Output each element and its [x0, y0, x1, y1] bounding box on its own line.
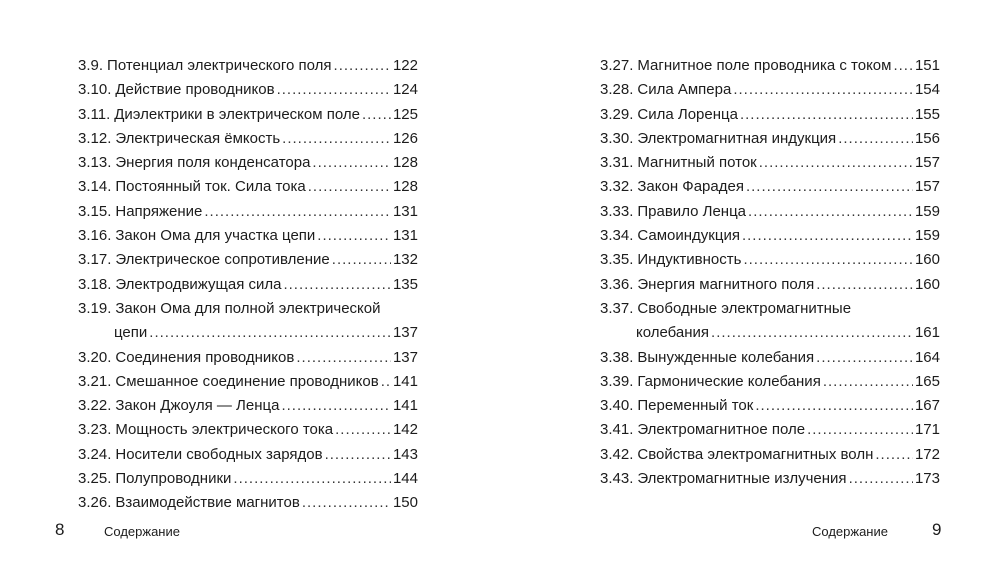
toc-entry-title: Действие проводников [115, 81, 275, 99]
toc-entry-page: 160 [914, 251, 940, 269]
toc-entry-page: 172 [914, 445, 940, 463]
toc-entry-number: 3.35. [600, 251, 634, 269]
toc-entry [600, 418, 940, 442]
toc-entry-title: Постоянный ток. Сила тока [115, 178, 306, 196]
toc-entry-number: 3.40. [600, 397, 634, 415]
toc-entry-title: Правило Ленца [637, 202, 747, 220]
dot-leader [282, 127, 391, 151]
toc-entry-title: Сила Лоренца [637, 105, 738, 123]
toc-entry-page: 156 [914, 129, 940, 147]
toc-entry-title: Энергия магнитного поля [637, 275, 815, 293]
toc-entry [600, 467, 940, 491]
toc-entry-title: Мощность электрического тока [115, 421, 334, 439]
toc-entry-title: Свободные электромагнитные [637, 299, 852, 317]
toc-entry-number: 3.34. [600, 227, 634, 245]
toc-entry [78, 103, 418, 127]
toc-entry-page: 125 [392, 105, 418, 123]
toc-entry-title: Электромагнитные излучения [637, 470, 847, 488]
toc-entry [600, 394, 940, 418]
toc-entry-number: 3.13. [78, 154, 112, 172]
dot-leader [296, 346, 391, 370]
toc-entry-page: 137 [392, 324, 418, 342]
dot-leader [875, 443, 913, 467]
toc-entry-page: 164 [914, 348, 940, 366]
toc-entry-title: Закон Ома для полной электрической [115, 299, 381, 317]
toc-entry-title: Свойства электромагнитных волн [637, 445, 874, 463]
toc-entry [600, 127, 940, 151]
page-number-left: 8 [55, 520, 65, 539]
toc-entry-page: 167 [914, 397, 940, 415]
toc-entry-number: 3.15. [78, 202, 112, 220]
toc-entry-title: Энергия поля конденсатора [115, 154, 311, 172]
toc-entry-page: 150 [392, 494, 418, 512]
toc-entry-number: 3.43. [600, 470, 634, 488]
toc-entry-number: 3.28. [600, 81, 634, 99]
running-title-left: Содержание [104, 524, 180, 539]
toc-entry-page: 122 [392, 57, 418, 74]
toc-entry-title: Закон Ома для участка цепи [115, 227, 316, 245]
toc-entry-page: 128 [392, 178, 418, 196]
toc-entry-number: 3.37. [600, 299, 634, 317]
toc-entry-title: Полупроводники [115, 470, 232, 488]
toc-entry-title: Электрическая ёмкость [115, 129, 281, 147]
toc-entry [78, 443, 418, 467]
toc-entry [600, 370, 940, 394]
toc-entry-number: 3.27. [600, 57, 634, 74]
dot-leader [742, 224, 913, 248]
toc-entry-number: 3.29. [600, 105, 634, 123]
toc-entry-title: Потенциал электрического поля [107, 57, 332, 74]
toc-entry-number: 3.42. [600, 445, 634, 463]
toc-entry-title: Закон Джоуля — Ленца [115, 397, 280, 415]
dot-leader [277, 78, 391, 102]
toc-entry-page: 126 [392, 129, 418, 147]
toc-entry [600, 443, 940, 467]
toc-entry-title: Электрическое сопротивление [115, 251, 330, 269]
dot-leader [283, 273, 391, 297]
toc-entry [78, 370, 418, 394]
dot-leader [334, 54, 391, 78]
toc-entry-page: 128 [392, 154, 418, 172]
toc-entry [600, 151, 940, 175]
toc-entry-page: 157 [914, 154, 940, 172]
toc-entry-page: 155 [914, 105, 940, 123]
dot-leader [281, 394, 391, 418]
toc-entry-page: 141 [392, 397, 418, 415]
toc-entry-title: Электромагнитная индукция [637, 129, 837, 147]
toc-entry-number: 3.25. [78, 470, 112, 488]
toc-entry-number: 3.16. [78, 227, 112, 245]
toc-entry-page: 161 [914, 324, 940, 342]
dot-leader [893, 54, 913, 78]
dot-leader [755, 394, 913, 418]
dot-leader [325, 443, 391, 467]
toc-entry-page: 137 [392, 348, 418, 366]
toc-entry-number: 3.41. [600, 421, 634, 439]
toc-entry-page: 144 [392, 470, 418, 488]
toc-entry-title-continuation: колебания [636, 324, 710, 342]
page-number-right: 9 [932, 520, 942, 539]
toc-entry-number: 3.18. [78, 275, 112, 293]
dot-leader [149, 321, 391, 345]
dot-leader [816, 346, 913, 370]
toc-entry [600, 54, 940, 78]
dot-leader [759, 151, 913, 175]
toc-entry-number: 3.38. [600, 348, 634, 366]
toc-entry [78, 224, 418, 248]
toc-entry-title: Диэлектрики в электрическом поле [114, 105, 360, 123]
toc-entry-number: 3.17. [78, 251, 112, 269]
left-page-toc [78, 54, 418, 516]
toc-entry [78, 248, 418, 272]
dot-leader [740, 103, 913, 127]
dot-leader [302, 491, 391, 515]
toc-entry [78, 200, 418, 224]
toc-entry-title: Электродвижущая сила [115, 275, 282, 293]
toc-entry [78, 418, 418, 442]
dot-leader [748, 200, 913, 224]
toc-entry [78, 78, 418, 102]
toc-entry-page: 131 [392, 227, 418, 245]
toc-entry-number: 3.26. [78, 494, 112, 512]
toc-entry-title: Сила Ампера [637, 81, 732, 99]
toc-entry-title-continuation: цепи [114, 324, 148, 342]
toc-entry-title: Вынужденные колебания [637, 348, 815, 366]
toc-entry-number: 3.39. [600, 372, 634, 390]
toc-entry-page: 173 [914, 470, 940, 488]
dot-leader [317, 224, 391, 248]
dot-leader [823, 370, 913, 394]
toc-entry [78, 175, 418, 199]
toc-entry-title: Электромагнитное поле [637, 421, 806, 439]
toc-entry-page: 165 [914, 372, 940, 390]
toc-entry-page: 157 [914, 178, 940, 196]
toc-entry [600, 273, 940, 297]
dot-leader [335, 418, 391, 442]
toc-entry-page: 131 [392, 202, 418, 220]
toc-entry-number: 3.33. [600, 202, 634, 220]
toc-entry [78, 491, 418, 515]
dot-leader [838, 127, 913, 151]
toc-entry-number: 3.36. [600, 275, 634, 293]
dot-leader [816, 273, 913, 297]
toc-entry-number: 3.23. [78, 421, 112, 439]
toc-entry-title: Смешанное соединение проводников [115, 372, 379, 390]
toc-entry-page: 142 [392, 421, 418, 439]
dot-leader [849, 467, 913, 491]
toc-entry [600, 224, 940, 248]
toc-entry [600, 103, 940, 127]
toc-entry [600, 175, 940, 199]
toc-entry-page: 143 [392, 445, 418, 463]
dot-leader [204, 200, 391, 224]
toc-entry-number: 3.32. [600, 178, 634, 196]
toc-entry-number: 3.12. [78, 129, 112, 147]
toc-entry [78, 346, 418, 370]
toc-entry-page: 132 [392, 251, 418, 269]
dot-leader [362, 103, 391, 127]
toc-entry-title: Магнитный поток [637, 154, 757, 172]
toc-entry-number: 3.11. [78, 105, 111, 123]
dot-leader [381, 370, 391, 394]
dot-leader [711, 321, 913, 345]
toc-entry-number: 3.30. [600, 129, 634, 147]
dot-leader [746, 175, 913, 199]
toc-entry-number: 3.19. [78, 299, 112, 317]
toc-entry-page: 124 [392, 81, 418, 99]
toc-entry-page: 154 [914, 81, 940, 99]
toc-entry-number: 3.22. [78, 397, 112, 415]
toc-entry-page: 151 [914, 57, 940, 74]
toc-entry-number: 3.24. [78, 445, 112, 463]
dot-leader [733, 78, 913, 102]
toc-entry [78, 297, 418, 346]
dot-leader [233, 467, 391, 491]
running-title-right: Содержание [812, 524, 888, 539]
toc-entry-title: Гармонические колебания [637, 372, 821, 390]
toc-entry-title: Взаимодействие магнитов [115, 494, 300, 512]
toc-entry [600, 248, 940, 272]
toc-entry [600, 346, 940, 370]
toc-entry [78, 151, 418, 175]
toc-entry-number: 3.21. [78, 372, 112, 390]
toc-entry-page: 141 [392, 372, 418, 390]
toc-entry-title: Переменный ток [637, 397, 754, 415]
toc-entry-title: Носители свободных зарядов [115, 445, 323, 463]
toc-entry-page: 171 [914, 421, 940, 439]
toc-entry-page: 160 [914, 275, 940, 293]
toc-entry-title: Закон Фарадея [637, 178, 744, 196]
toc-entry-number: 3.10. [78, 81, 112, 99]
toc-entry-page: 159 [914, 227, 940, 245]
dot-leader [312, 151, 391, 175]
toc-entry-number: 3.31. [600, 154, 634, 172]
toc-entry [78, 127, 418, 151]
toc-entry-number: 3.9. [78, 57, 104, 74]
right-page-toc [600, 54, 940, 491]
toc-entry [78, 394, 418, 418]
toc-entry [78, 467, 418, 491]
toc-entry-title: Соединения проводников [115, 348, 295, 366]
dot-leader [332, 248, 391, 272]
toc-entry [600, 297, 940, 346]
toc-entry-number: 3.14. [78, 178, 112, 196]
toc-entry-page: 159 [914, 202, 940, 220]
toc-entry-title: Напряжение [115, 202, 203, 220]
dot-leader [743, 248, 913, 272]
toc-entry-title: Магнитное поле проводника с током [637, 57, 892, 74]
toc-entry [600, 200, 940, 224]
toc-entry-page: 135 [392, 275, 418, 293]
toc-entry-title: Индуктивность [637, 251, 742, 269]
dot-leader [308, 175, 391, 199]
toc-entry [78, 54, 418, 78]
toc-entry [78, 273, 418, 297]
toc-entry-title: Самоиндукция [637, 227, 740, 245]
toc-entry [600, 78, 940, 102]
dot-leader [807, 418, 913, 442]
toc-entry-number: 3.20. [78, 348, 112, 366]
